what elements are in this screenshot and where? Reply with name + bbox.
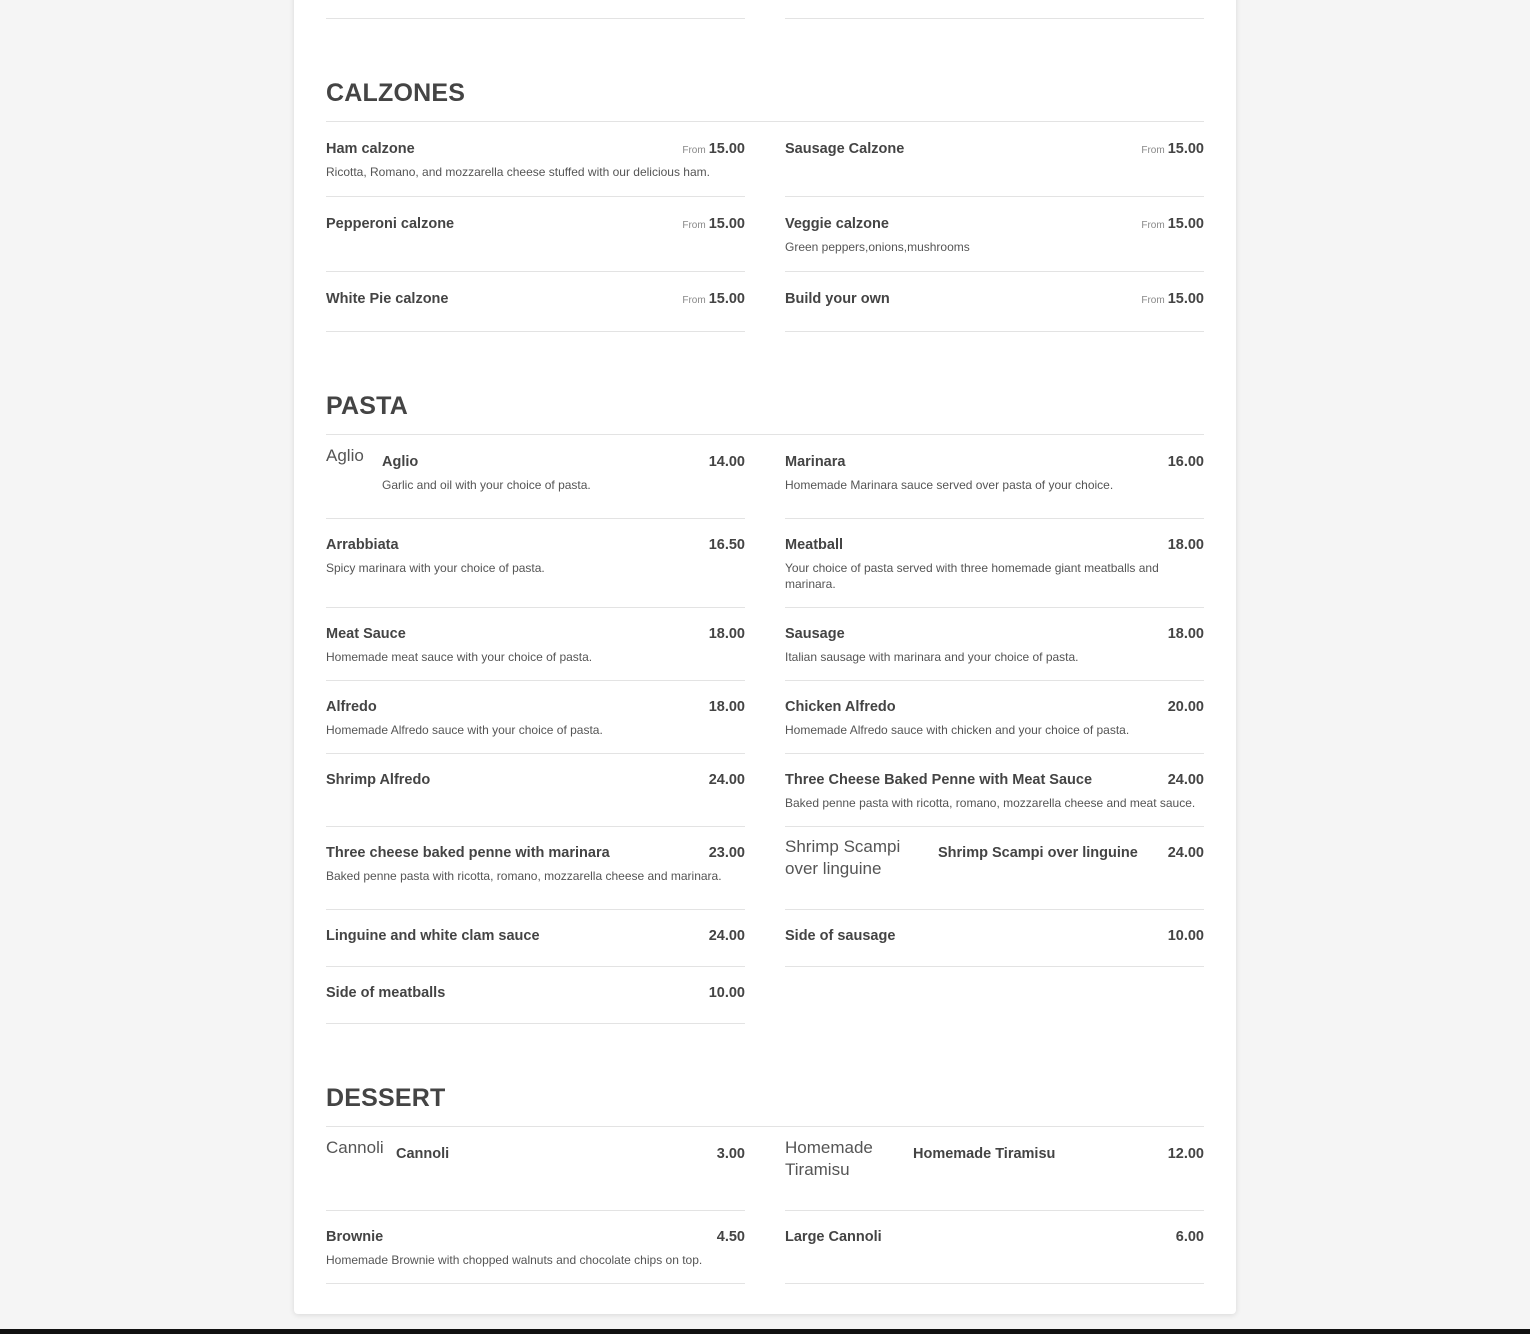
item-name: Brownie [326,1229,384,1245]
divider [326,1210,745,1211]
item-description: Italian sausage with marinara and your choice of pasta. [785,650,1079,664]
item-price: 18.00 [708,699,745,715]
section-divider [326,121,1204,122]
item-description: Homemade Brownie with chopped walnuts and chocolate chips on top. [326,1253,703,1267]
item-price: 4.50 [716,1229,745,1245]
divider [326,680,745,681]
item-name: Ham calzone [326,141,415,157]
price-from-label: From [682,220,706,231]
item-price [1141,141,1204,157]
item-price [1141,216,1204,232]
item-description: Homemade Alfredo sauce with chicken and your choice of pasta. [785,723,1130,737]
divider [326,909,745,910]
divider [326,753,745,754]
section-title-pasta: PASTA [326,392,409,420]
divider [326,18,745,19]
price-from-label: From [1141,145,1165,156]
item-price: 18.00 [1167,626,1204,642]
item-name: Chicken Alfredo [785,699,896,715]
item-description: Homemade Marinara sauce served over pasta of your choice. [785,478,1114,492]
price-value: 15.00 [1167,141,1204,157]
section-title-calzones: CALZONES [326,79,466,107]
item-name: Alfredo [326,699,377,715]
item-description: Your choice of pasta served with three homemade giant meatballs and marinara. [785,561,1159,591]
item-price [682,216,745,232]
item-price: 24.00 [708,928,745,944]
item-image: Cannoli [326,1138,384,1157]
divider [785,680,1204,681]
footer-bar [0,1329,1530,1334]
item-name: Three cheese baked penne with marinara [326,845,610,861]
item-name: Shrimp Scampi over linguine [938,845,1138,861]
item-price: 18.00 [1167,537,1204,553]
item-name: Sausage [785,626,845,642]
item-image: Aglio [326,446,364,465]
item-name: Side of meatballs [326,985,446,1001]
item-price [682,141,745,157]
divider [326,826,745,827]
item-description: Baked penne pasta with ricotta, romano, mozzarella cheese and meat sauce. [785,796,1196,810]
divider [785,909,1204,910]
item-description: Ricotta, Romano, and mozzarella cheese stuffed with our delicious ham. [326,165,710,179]
divider [326,196,745,197]
divider [326,1283,745,1284]
item-description: Green peppers,onions,mushrooms [785,240,970,254]
section-divider [326,1126,1204,1127]
item-description: Homemade meat sauce with your choice of pasta. [326,650,593,664]
divider [785,753,1204,754]
item-name: Large Cannoli [785,1229,882,1245]
item-price: 16.50 [708,537,745,553]
divider [785,331,1204,332]
item-price: 12.00 [1167,1146,1204,1162]
divider [785,1210,1204,1211]
item-name: Arrabbiata [326,537,399,553]
item-name: Three Cheese Baked Penne with Meat Sauce [785,772,1093,788]
item-description: Baked penne pasta with ricotta, romano, mozzarella cheese and marinara. [326,869,722,883]
divider [326,271,745,272]
item-price: 24.00 [1167,845,1204,861]
price-from-label: From [1141,220,1165,231]
item-price: 6.00 [1175,1229,1204,1245]
item-description: Spicy marinara with your choice of pasta. [326,561,545,575]
divider [785,18,1204,19]
item-price: 14.00 [708,454,745,470]
divider [326,966,745,967]
item-price: 18.00 [708,626,745,642]
price-value: 15.00 [708,291,745,307]
item-price: 20.00 [1167,699,1204,715]
divider [326,607,745,608]
item-name: White Pie calzone [326,291,449,307]
item-name: Build your own [785,291,890,307]
price-value: 15.00 [708,141,745,157]
divider [326,518,745,519]
price-value: 15.00 [1167,216,1204,232]
item-name: Meat Sauce [326,626,406,642]
divider [785,518,1204,519]
item-price: 3.00 [716,1146,745,1162]
price-from-label: From [682,145,706,156]
item-price: 23.00 [708,845,745,861]
divider [785,826,1204,827]
item-price [1141,291,1204,307]
item-price: 10.00 [1167,928,1204,944]
divider [326,1023,745,1024]
divider [785,196,1204,197]
item-name: Veggie calzone [785,216,889,232]
item-price [682,291,745,307]
price-from-label: From [1141,295,1165,306]
item-price: 10.00 [708,985,745,1001]
price-value: 15.00 [1167,291,1204,307]
item-name: Side of sausage [785,928,896,944]
divider [785,1283,1204,1284]
item-name: Pepperoni calzone [326,216,455,232]
item-description: Homemade Alfredo sauce with your choice of pasta. [326,723,603,737]
item-name: Aglio [382,454,419,470]
item-description: Garlic and oil with your choice of pasta. [382,478,591,492]
item-name: Sausage Calzone [785,141,905,157]
item-image: Homemade Tiramisu [785,1138,873,1179]
item-price: 16.00 [1167,454,1204,470]
divider [326,331,745,332]
price-value: 15.00 [708,216,745,232]
section-divider [326,434,1204,435]
item-name: Meatball [785,537,844,553]
item-price: 24.00 [1167,772,1204,788]
item-name: Linguine and white clam sauce [326,928,540,944]
divider [785,271,1204,272]
item-name: Marinara [785,454,846,470]
price-from-label: From [682,295,706,306]
item-name: Homemade Tiramisu [913,1146,1056,1162]
divider [785,607,1204,608]
item-price: 24.00 [708,772,745,788]
item-name: Shrimp Alfredo [326,772,431,788]
section-title-dessert: DESSERT [326,1084,446,1112]
divider [785,966,1204,967]
item-name: Cannoli [396,1146,450,1162]
item-image: Shrimp Scampi over linguine [785,837,901,878]
